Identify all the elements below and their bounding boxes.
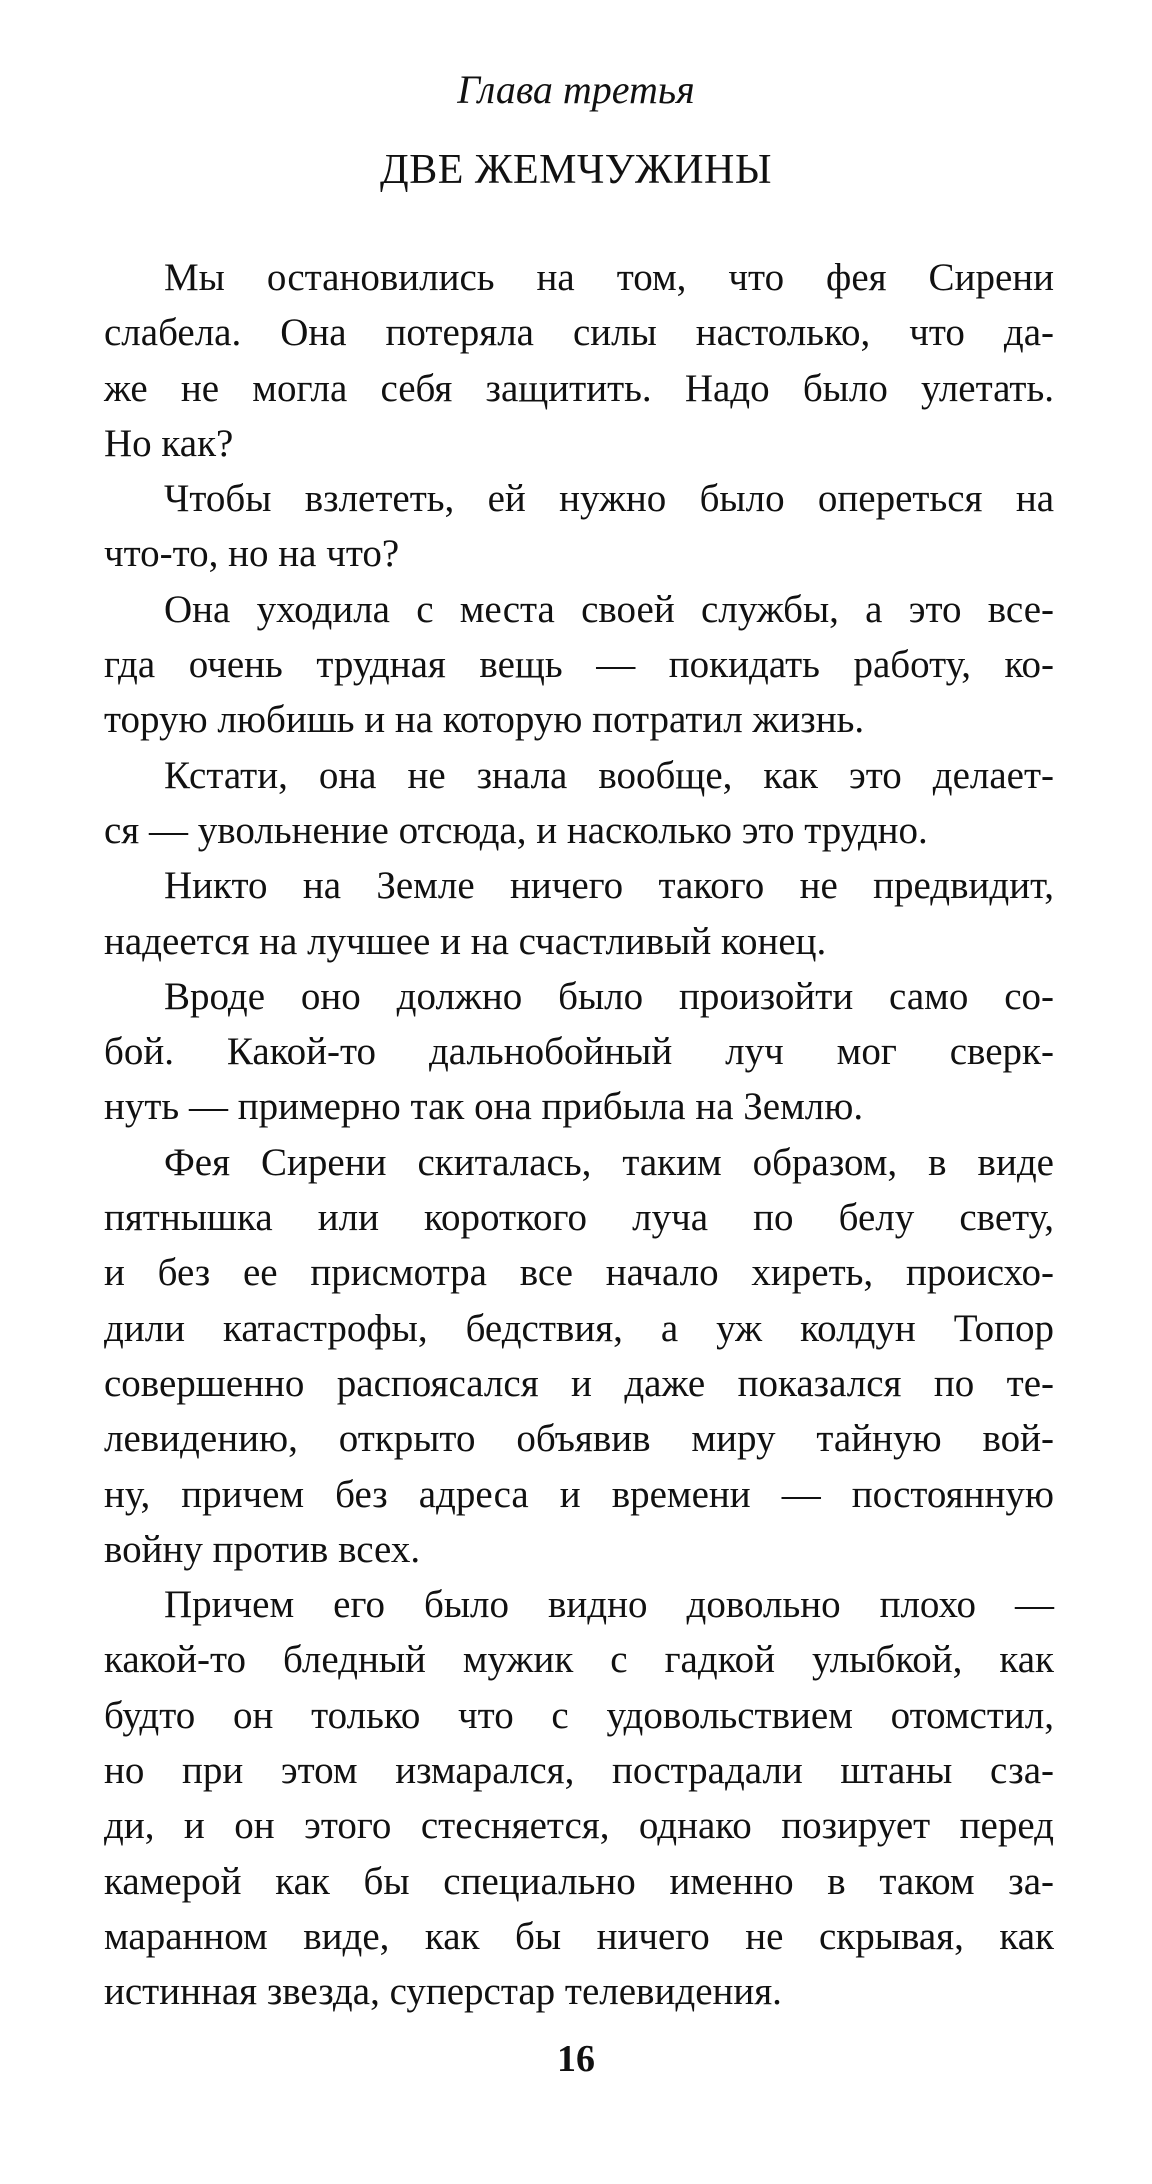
text-line: гда очень трудная вещь — покидать работу, ко- bbox=[104, 643, 1054, 687]
text-line: камерой как бы специально именно в таком за- bbox=[104, 1859, 1054, 1903]
text-line: Кстати, она не знала вообще, как это делает- bbox=[164, 753, 1054, 797]
text-line: бой. Какой-то дальнобойный луч мог сверк- bbox=[104, 1030, 1054, 1074]
text-line: пятнышка или короткого луча по белу свету, bbox=[104, 1196, 1054, 1240]
body-text bbox=[104, 250, 1054, 2020]
text-line: Мы остановились на том, что фея Сирени bbox=[164, 256, 1054, 299]
text-line: ну, причем без адреса и времени — постоянную bbox=[104, 1472, 1054, 1516]
paragraph bbox=[104, 582, 1054, 748]
text-line: что-то, но на что? bbox=[104, 532, 400, 576]
paragraph bbox=[104, 250, 1054, 471]
text-line: Чтобы взлететь, ей нужно было опереться на bbox=[164, 477, 1054, 521]
paragraph bbox=[104, 858, 1054, 969]
text-line: Причем его было видно довольно плохо — bbox=[164, 1583, 1054, 1627]
text-line: Но как? bbox=[104, 421, 234, 465]
text-line: маранном виде, как бы ничего не скрывая, как bbox=[104, 1914, 1054, 1958]
paragraph bbox=[104, 1135, 1054, 1577]
text-line: истинная звезда, суперстар телевидения. bbox=[104, 1970, 782, 2014]
text-line: Никто на Земле ничего такого не предвидит, bbox=[164, 864, 1054, 908]
text-line: слабела. Она потеряла силы настолько, что да- bbox=[104, 311, 1054, 355]
text-line: будто он только что с удовольствием отомстил, bbox=[104, 1693, 1054, 1737]
text-line: войну против всех. bbox=[104, 1527, 421, 1571]
chapter-title: ДВЕ ЖЕМЧУЖИНЫ bbox=[380, 147, 772, 193]
paragraph bbox=[104, 969, 1054, 1135]
text-line: нуть — примерно так она прибыла на Землю. bbox=[104, 1085, 864, 1129]
text-line: ди, и он этого стесняется, однако позирует перед bbox=[104, 1804, 1054, 1848]
text-line: какой-то бледный мужик с гадкой улыбкой, как bbox=[104, 1638, 1054, 1682]
text-line: дили катастрофы, бедствия, а уж колдун Топор bbox=[104, 1306, 1054, 1350]
text-line: Фея Сирени скиталась, таким образом, в виде bbox=[164, 1140, 1054, 1184]
text-line: Вроде оно должно было произойти само со- bbox=[164, 974, 1054, 1018]
paragraph bbox=[104, 1577, 1054, 2019]
page-number: 16 bbox=[557, 2038, 595, 2080]
chapter-label: Глава третья bbox=[457, 67, 695, 112]
text-line: ся — увольнение отсюда, и насколько это трудно. bbox=[104, 808, 928, 852]
text-line: совершенно распоясался и даже показался по те- bbox=[104, 1361, 1054, 1405]
text-line: же не могла себя защитить. Надо было улетать. bbox=[104, 366, 1054, 410]
paragraph bbox=[104, 471, 1054, 582]
text-line: но при этом измарался, пострадали штаны сза- bbox=[104, 1749, 1054, 1793]
text-line: левидению, открыто объявив миру тайную вой- bbox=[104, 1417, 1054, 1461]
text-line: и без ее присмотра все начало хиреть, происхо- bbox=[104, 1251, 1054, 1295]
text-line: надеется на лучшее и на счастливый конец. bbox=[104, 919, 827, 963]
text-line: Она уходила с места своей службы, а это все- bbox=[164, 587, 1054, 631]
text-line: торую любишь и на которую потратил жизнь. bbox=[104, 698, 865, 742]
paragraph bbox=[104, 748, 1054, 859]
